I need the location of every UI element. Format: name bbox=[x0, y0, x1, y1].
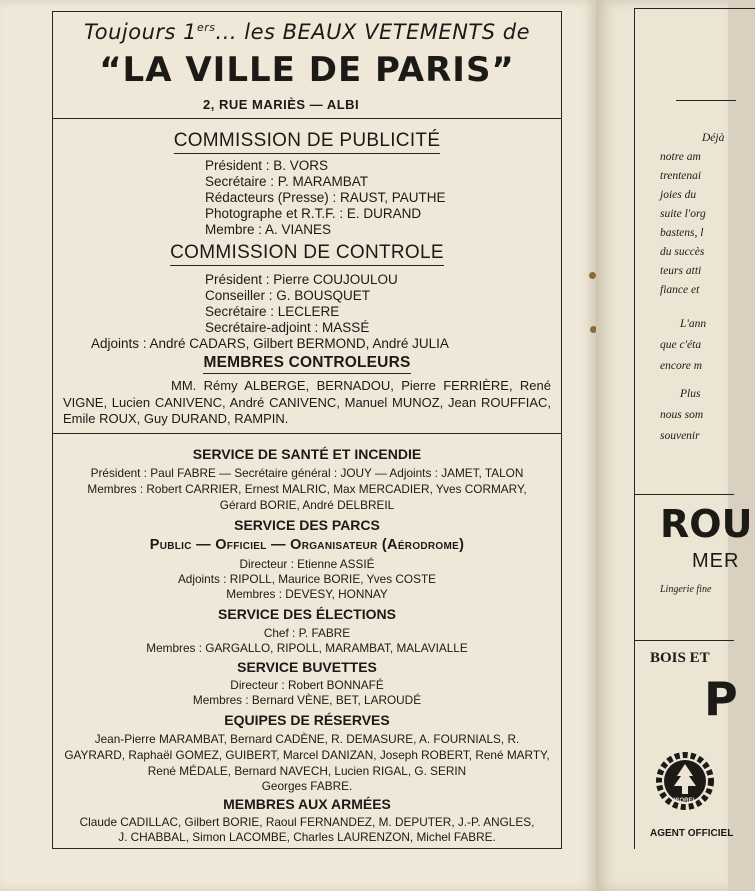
right-text-line: souvenir bbox=[660, 430, 700, 442]
ad-agent: AGENT OFFICIEL bbox=[650, 828, 734, 839]
parcs-subtitle: Public — Officiel — Organisateur (Aérodrome) bbox=[149, 537, 465, 553]
member-line: Photographe et R.T.F. : E. DURAND bbox=[205, 206, 422, 221]
program-frame bbox=[52, 11, 562, 849]
ad-brand-big: ROU bbox=[660, 502, 753, 546]
reserves-last: Georges FABRE. bbox=[261, 779, 353, 793]
right-divider bbox=[634, 494, 734, 495]
right-text-line: trentenai bbox=[660, 170, 702, 182]
section-title-elections: SERVICE DES ÉLECTIONS bbox=[218, 606, 396, 622]
member-line: Secrétaire-adjoint : MASSÉ bbox=[205, 320, 370, 335]
member-line: Président : Pierre COUJOULOU bbox=[205, 272, 398, 287]
ad-big-letter: P bbox=[704, 672, 738, 726]
sante-line: Gérard BORIE, André DELBREIL bbox=[219, 498, 395, 512]
elections-line: Membres : GARGALLO, RIPOLL, MARAMBAT, MALAVIALLE bbox=[146, 641, 468, 655]
sante-line: Membres : Robert CARRIER, Ernest MALRIC, Max MERCADIER, Yves CORMARY, bbox=[87, 482, 527, 496]
member-line: Conseiller : G. BOUSQUET bbox=[205, 288, 371, 303]
armees-line: Claude CADILLAC, Gilbert BORIE, Raoul FERNANDEZ, M. DEPUTER, J.-P. ANGLES, bbox=[79, 815, 535, 829]
controle-adjoints: Adjoints : André CADARS, Gilbert BERMOND, André JULIA bbox=[91, 336, 449, 351]
right-text-line: du succès bbox=[660, 246, 705, 258]
right-text-line: encore m bbox=[660, 360, 703, 372]
publicite-members bbox=[205, 158, 446, 238]
right-text-line: nous som bbox=[660, 409, 704, 421]
buvettes-line: Directeur : Robert BONNAFÉ bbox=[230, 678, 384, 692]
right-text-line: Plus bbox=[680, 388, 701, 400]
buvettes-line: Membres : Bernard VÈNE, BET, LAROUDÉ bbox=[192, 693, 422, 707]
section-title-reserves: EQUIPES DE RÉSERVES bbox=[224, 712, 390, 728]
member-line: Secrétaire : P. MARAMBAT bbox=[205, 174, 369, 189]
section-title-buvettes: SERVICE BUVETTES bbox=[237, 659, 377, 675]
reserves-list: Jean-Pierre MARAMBAT, Bernard CADÈNE, R. DEMASURE, A. FOURNIALS, R. GAYRARD, Raphaël GOMEZ, GUIBERT, Marcel DANIZAN, Joseph ROBERT, René MARTY, René MÉDALE, Bernard NAVECH, Lucien RIGAL, G. SERIN bbox=[64, 732, 550, 778]
sante-line: Président : Paul FABRE — Secrétaire général : JOUY — Adjoints : JAMET, TALON bbox=[90, 466, 524, 480]
parcs-line: Membres : DEVESY, HONNAY bbox=[226, 587, 388, 601]
right-text-line: teurs atti bbox=[660, 265, 702, 277]
right-text-line: fiance et bbox=[660, 284, 700, 296]
right-divider bbox=[634, 640, 734, 641]
store-name: “LA VILLE DE PARIS” bbox=[99, 50, 515, 90]
parcs-line: Directeur : Etienne ASSIÉ bbox=[239, 557, 375, 571]
right-text-line: bastens, l bbox=[660, 227, 704, 239]
member-line: Rédacteurs (Presse) : RAUST, PAUTHE bbox=[205, 190, 446, 205]
elections-line: Chef : P. FABRE bbox=[263, 626, 351, 640]
armees-line: J. CHABBAL, Simon LACOMBE, Charles LAURENZON, Michel FABRE. bbox=[118, 830, 496, 844]
right-text-line: L'ann bbox=[680, 318, 707, 330]
isorel-label: ISOREL bbox=[673, 798, 697, 804]
right-text-line: Déjà bbox=[702, 132, 725, 144]
section-title-armees: MEMBRES AUX ARMÉES bbox=[223, 796, 391, 812]
ad-brand-sub: MER bbox=[692, 550, 740, 572]
right-text-line: joies du bbox=[660, 189, 697, 201]
header-slogan: Toujours 1ers... les BEAUX VETEMENTS de bbox=[84, 20, 530, 44]
section-title-parcs: SERVICE DES PARCS bbox=[234, 517, 380, 533]
controleurs-list: MM. Rémy ALBERGE, BERNADOU, Pierre FERRIÈRE, René VIGNE, Lucien CANIVENC, André CANIVENC, Manuel MUNOZ, Jean ROUFFIAC, Emile ROUX, Guy DURAND, RAMPIN. bbox=[63, 378, 551, 426]
member-line: Secrétaire : LECLERE bbox=[205, 304, 340, 319]
store-address: 2, RUE MARIÈS — ALBI bbox=[203, 97, 360, 112]
divider bbox=[53, 118, 561, 119]
right-page bbox=[596, 0, 753, 891]
member-line: Membre : A. VIANES bbox=[205, 222, 332, 237]
controle-members bbox=[205, 272, 398, 336]
isorel-logo bbox=[656, 752, 714, 810]
right-text-line: suite l'org bbox=[660, 208, 706, 220]
member-line: Président : B. VORS bbox=[205, 158, 329, 173]
parcs-line: Adjoints : RIPOLL, Maurice BORIE, Yves COSTE bbox=[177, 572, 437, 586]
ad-bois: BOIS ET bbox=[650, 650, 710, 666]
right-rule bbox=[676, 100, 736, 101]
section-title-sante: SERVICE DE SANTÉ ET INCENDIE bbox=[192, 446, 422, 462]
paper-stain bbox=[589, 272, 596, 279]
section-title-controleurs: MEMBRES CONTROLEURS bbox=[53, 354, 561, 374]
right-text-line: que c'éta bbox=[660, 339, 702, 351]
section-title-controle: COMMISSION DE CONTROLE bbox=[53, 242, 561, 266]
section-title-publicite: COMMISSION DE PUBLICITÉ bbox=[53, 130, 561, 154]
divider bbox=[53, 433, 561, 434]
ad-lingerie: Lingerie fine bbox=[660, 584, 712, 595]
right-text-line: notre am bbox=[660, 151, 701, 163]
